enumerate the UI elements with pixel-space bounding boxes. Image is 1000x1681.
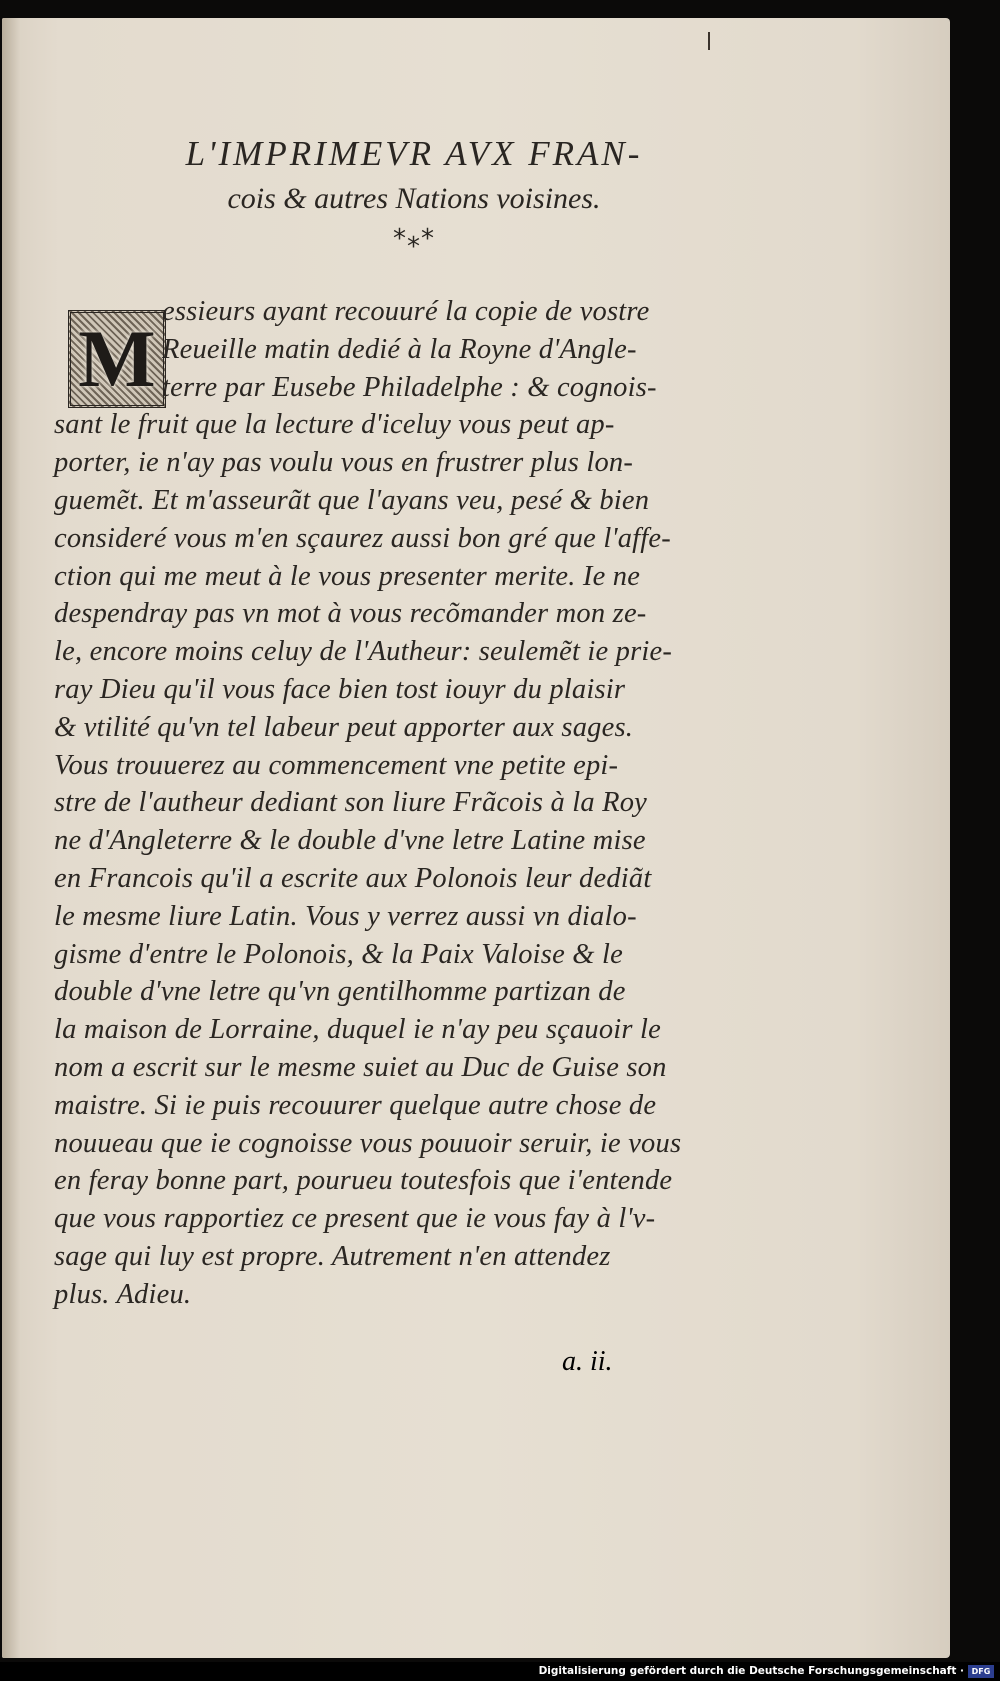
text-line: que vous rapportiez ce present que ie vous fay à l'v- bbox=[54, 1203, 656, 1235]
heading-line-2: cois & autres Nations voisines. bbox=[227, 182, 601, 215]
text-line: le mesme liure Latin. Vous y verrez aussi vn dialo- bbox=[54, 900, 637, 932]
page-edge-mark bbox=[708, 32, 710, 50]
text-line: plus. Adieu. bbox=[54, 1278, 192, 1310]
footer-credit: Digitalisierung gefördert durch die Deutsche Forschungsgemeinschaft · bbox=[538, 1665, 964, 1677]
text-line: essieurs ayant recouuré la copie de vostre bbox=[162, 296, 650, 327]
text-line: sant le fruit que la lecture d'iceluy vous peut ap- bbox=[54, 409, 615, 441]
text-line: ray Dieu qu'il vous face bien tost iouyr du plaisir bbox=[54, 674, 626, 705]
text-line: Reueille matin dedié à la Royne d'Angle- bbox=[162, 333, 637, 365]
footer-bar bbox=[0, 1662, 1000, 1681]
text-line: gisme d'entre le Polonois, & la Paix Valoise & le bbox=[54, 938, 623, 970]
text-line: porter, ie n'ay pas voulu vous en frustrer plus lon- bbox=[54, 447, 634, 479]
text-line: Vous trouuerez au commencement vne petite epi- bbox=[54, 749, 619, 781]
text-line: despendray pas vn mot à vous recõmander mon ze- bbox=[54, 598, 647, 630]
text-line: terre par Eusebe Philadelphe : & cognois- bbox=[162, 371, 657, 403]
text-line: guemẽt. Et m'asseurãt que l'ayans veu, pesé & bien bbox=[54, 485, 650, 516]
text-line: double d'vne letre qu'vn gentilhomme partizan de bbox=[54, 976, 626, 1008]
text-line: maistre. Si ie puis recouurer quelque autre chose de bbox=[54, 1089, 657, 1121]
text-line: sage qui luy est propre. Autrement n'en attendez bbox=[54, 1241, 611, 1272]
text-line: nom a escrit sur le mesme suiet au Duc de Guise son bbox=[54, 1052, 667, 1083]
text-line: nouueau que ie cognoisse vous pouuoir seruir, ie vous bbox=[54, 1127, 682, 1159]
text-line: stre de l'autheur dediant son liure Frãcois à la Roy bbox=[54, 787, 648, 819]
text-line: ction qui me meut à le vous presenter merite. Ie ne bbox=[54, 560, 641, 592]
text-line: en feray bonne part, pourueu toutesfois que i'entende bbox=[54, 1165, 673, 1197]
text-line: en Francois qu'il a escrite aux Polonois leur dediãt bbox=[54, 863, 652, 894]
text-line: le, encore moins celuy de l'Autheur: seulemẽt ie prie- bbox=[54, 636, 673, 668]
dfg-logo: DFG bbox=[968, 1665, 994, 1678]
text-line: la maison de Lorraine, duquel ie n'ay peu sçauoir le bbox=[54, 1014, 662, 1046]
text-line: consideré vous m'en sçaurez aussi bon gré que l'affe- bbox=[54, 522, 671, 554]
text-line: & vtilité qu'vn tel labeur peut apporter aux sages. bbox=[54, 711, 634, 743]
signature-mark: a. ii. bbox=[562, 1346, 613, 1377]
heading-line-1: L'IMPRIMEVR AVX FRAN- bbox=[185, 134, 643, 173]
asterism-ornament: *⁎* bbox=[393, 224, 435, 254]
drop-cap-initial bbox=[68, 310, 166, 408]
book-page bbox=[2, 18, 950, 1658]
drop-cap-letter: M bbox=[78, 313, 156, 404]
text-line: ne d'Angleterre & le double d'vne letre Latine mise bbox=[54, 825, 646, 857]
